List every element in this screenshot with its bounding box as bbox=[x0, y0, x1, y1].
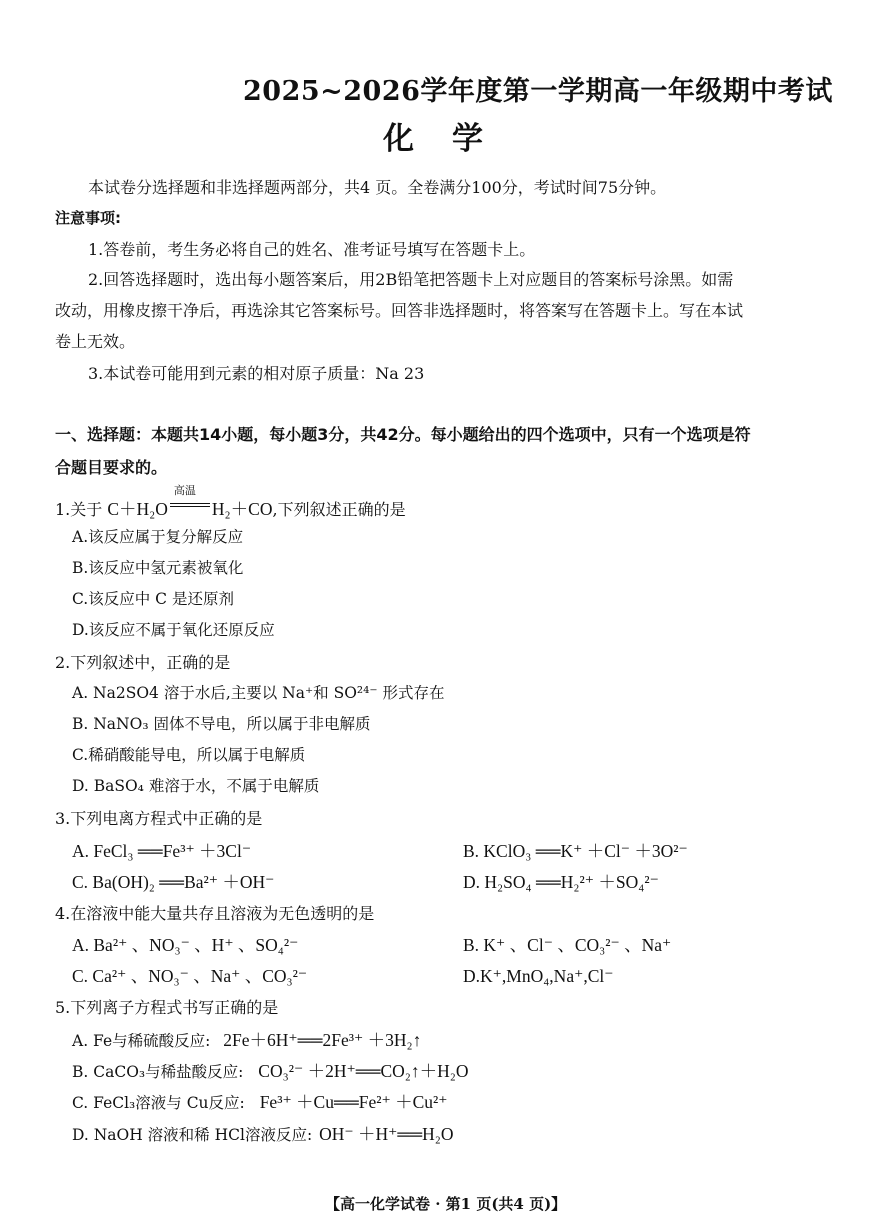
ionic-equation: 2Fe＋6H⁺══2Fe³⁺ ＋3H₂↑ bbox=[223, 1030, 422, 1050]
subject-title: 化学 bbox=[383, 121, 521, 157]
reaction-arrow bbox=[168, 484, 212, 515]
exam-title: 2025~2026学年度第一学期高一年级期中考试 bbox=[243, 76, 833, 107]
option-d: D.该反应不属于氧化还原反应 bbox=[72, 621, 275, 639]
notice-heading: 注意事项: bbox=[55, 209, 121, 227]
reaction-condition: 高温 bbox=[173, 484, 196, 497]
option-a: A. FeCl₃ ══Fe³⁺ ＋3Cl⁻ bbox=[72, 841, 252, 861]
ionic-equation: CO₃²⁻ ＋2H⁺══CO₂↑＋H₂O bbox=[258, 1061, 469, 1081]
option-c: C.该反应中 C 是还原剂 bbox=[72, 590, 234, 608]
notice-item: 改动，用橡皮擦干净后，再选涂其它答案标号。回答非选择题时，将答案写在答题卡上。写在本试 bbox=[55, 301, 744, 320]
option-label: B. CaCO₃与稀盐酸反应: bbox=[72, 1063, 244, 1081]
option-a: A. Ba²⁺ 、NO₃⁻ 、H⁺ 、SO₄²⁻ bbox=[72, 935, 299, 955]
section-heading: 一、选择题：本题共14小题，每小题3分，共42分。每小题给出的四个选项中，只有一个选项是符 bbox=[55, 425, 751, 444]
option-d: D. H₂SO₄ ══H₂²⁺ ＋SO₄²⁻ bbox=[463, 872, 659, 892]
option-b: B.该反应中氢元素被氧化 bbox=[72, 559, 244, 577]
option-b: B. NaNO₃ 固体不导电，所以属于非电解质 bbox=[72, 715, 371, 733]
option-a: A. Na2SO4 溶于水后,主要以 Na⁺和 SO²⁴⁻ 形式存在 bbox=[72, 684, 445, 702]
option-b: B. K⁺ 、Cl⁻ 、CO₃²⁻ 、Na⁺ bbox=[463, 935, 672, 955]
option-c: C. Ba(OH)₂ ══Ba²⁺ ＋OH⁻ bbox=[72, 872, 275, 892]
double-line-arrow bbox=[170, 503, 210, 507]
option-label: A. Fe与稀硫酸反应: bbox=[72, 1032, 211, 1050]
notice-item: 1.答卷前，考生务必将自己的姓名、准考证号填写在答题卡上。 bbox=[88, 240, 536, 259]
option-b bbox=[72, 1063, 469, 1081]
option-a: A.该反应属于复分解反应 bbox=[72, 528, 244, 546]
question-1-stem bbox=[55, 484, 406, 519]
option-c: C. Ca²⁺ 、NO₃⁻ 、Na⁺ 、CO₃²⁻ bbox=[72, 966, 308, 986]
question-1-products: H₂＋CO bbox=[211, 499, 273, 519]
intro-text: 本试卷分选择题和非选择题两部分，共4 页。全卷满分100分，考试时间75分钟。 bbox=[88, 178, 667, 197]
option-d: D. BaSO₄ 难溶于水，不属于电解质 bbox=[72, 777, 320, 795]
option-b: B. KClO₃ ══K⁺ ＋Cl⁻ ＋3O²⁻ bbox=[463, 841, 688, 861]
question-3-stem: 3.下列电离方程式中正确的是 bbox=[55, 809, 263, 828]
option-d: D.K⁺,MnO₄,Na⁺,Cl⁻ bbox=[463, 966, 614, 986]
question-5-stem: 5.下列离子方程式书写正确的是 bbox=[55, 998, 279, 1017]
page-footer: 【高一化学试卷 · 第1 页(共4 页)】 bbox=[325, 1195, 567, 1213]
section-heading: 合题目要求的。 bbox=[55, 458, 168, 477]
question-1-reactants: C＋H₂O bbox=[107, 499, 168, 519]
question-1-suffix: ,下列叙述正确的是 bbox=[272, 500, 406, 519]
notice-item: 3.本试卷可能用到元素的相对原子质量：Na 23 bbox=[88, 364, 425, 383]
notice-item: 卷上无效。 bbox=[55, 332, 136, 351]
option-label: D. NaOH 溶液和稀 HCl溶液反应: bbox=[72, 1126, 313, 1144]
option-a bbox=[72, 1032, 421, 1050]
ionic-equation: OH⁻ ＋H⁺══H₂O bbox=[319, 1124, 454, 1144]
notice-item: 2.回答选择题时，选出每小题答案后，用2B铅笔把答题卡上对应题目的答案标号涂黑。如需 bbox=[88, 270, 734, 289]
question-1-prefix: 1.关于 bbox=[55, 500, 108, 519]
option-label: C. FeCl₃溶液与 Cu反应: bbox=[72, 1094, 245, 1112]
option-d bbox=[72, 1126, 454, 1144]
ionic-equation: Fe³⁺ ＋Cu══Fe²⁺ ＋Cu²⁺ bbox=[259, 1092, 448, 1112]
question-2-stem: 2.下列叙述中，正确的是 bbox=[55, 653, 231, 672]
option-c: C.稀硝酸能导电，所以属于电解质 bbox=[72, 746, 306, 764]
question-4-stem: 4.在溶液中能大量共存且溶液为无色透明的是 bbox=[55, 904, 375, 923]
option-c bbox=[72, 1094, 448, 1112]
